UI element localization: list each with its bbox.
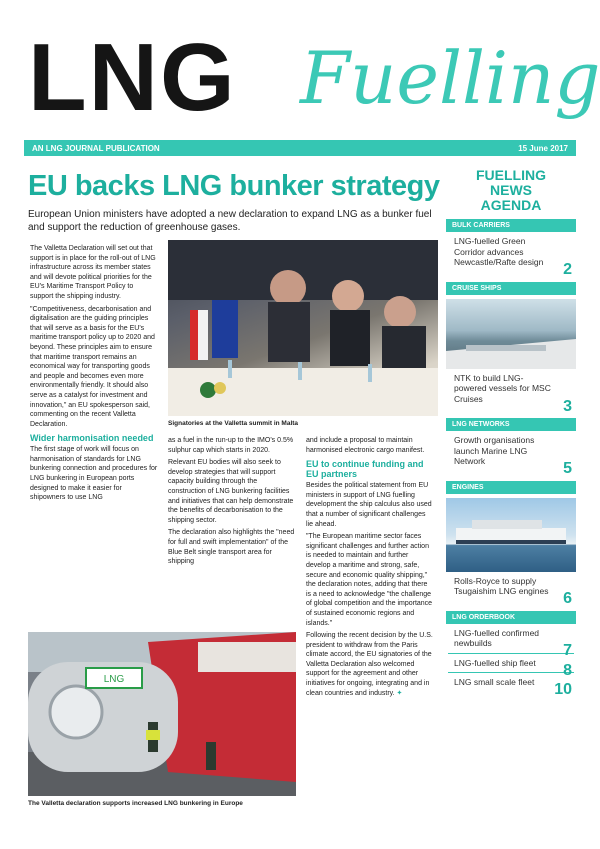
paragraph: Besides the political statement from EU ministers in support of LNG fuelling development the ship calculus also used that a number of significant challenges lie ahead.: [306, 482, 432, 528]
eu-flag: [212, 300, 238, 358]
article-column-1: [30, 244, 158, 506]
paragraph: [306, 631, 434, 698]
agenda-title: [446, 168, 576, 213]
section-bar-engines: ENGINES: [446, 481, 576, 494]
photo-caption: Signatories at the Valletta summit in Malta: [168, 420, 299, 427]
agenda-title-line: FUELLING: [476, 167, 546, 183]
ship-deck: [446, 339, 576, 369]
paragraph: "Competitiveness, decarbonisation and digitalisation are the guiding principles that will serve as a basis for the EU's maritime transport policy up to 2020 and beyond. These principles aim to ensure that maritime transport remains an economical way for transporting goods and people and becomes even more environmentally friendly. It should also serve as a catalyst for investment and innovation," an EU spokesperson said, commenting on the recent Valletta Declaration.: [30, 305, 155, 428]
subheading: EU to continue funding and EU partners: [306, 459, 424, 480]
photo-person: [384, 296, 416, 328]
engines-photo-art: [446, 498, 576, 572]
page-number: 6: [563, 590, 572, 607]
page-number: 3: [563, 397, 572, 415]
page-number: 7: [563, 642, 572, 659]
summit-photo-art: [168, 240, 438, 416]
photo-person: [332, 280, 364, 312]
article-standfirst: European Union ministers have adopted a new declaration to expand LNG as a bunker fuel and support the reduction of greenhouse gases.: [28, 209, 432, 233]
paragraph-text: Following the recent decision by the U.S. president to withdraw from the Paris climate accord, the EU signatories of the Valletta Declaration also welcomed support for the agreement and other initiatives for ongoing, integrating and in clean countries and industry.: [306, 632, 433, 697]
paragraph: Relevant EU bodies will also seek to develop strategies that will support capacity building through the construction of LNG bunkering facilities and initiatives that can help demonstrate the benefits of decarbonisation to the shipping sector.: [168, 459, 294, 524]
bunkering-photo-art: [28, 632, 296, 796]
article-headline: EU backs LNG bunker strategy: [28, 170, 440, 202]
agenda-item[interactable]: [446, 572, 576, 607]
page-number: 2: [563, 261, 572, 278]
photo-person: [270, 270, 306, 306]
photo-glass: [228, 360, 232, 378]
issue-date: 15 June 2017: [518, 144, 568, 153]
section-bar-lng-orderbook: LNG ORDERBOOK: [446, 611, 576, 624]
agenda-item[interactable]: [446, 654, 576, 679]
section-bar-cruise-ships: CRUISE SHIPS: [446, 282, 576, 295]
paragraph: "The European maritime sector faces significant challenges and further action is needed to maintain and further develop a maritime and strong, safe, secure and economic quality shipping," the declaration notes, adding that there is a need to acknowledge "the challenge of global competition and the importance of sustained economic regions and islands.": [306, 533, 433, 627]
agenda-item[interactable]: [446, 673, 576, 698]
end-mark: ✦: [396, 689, 403, 697]
news-agenda-sidebar: [446, 167, 576, 698]
paragraph: The Valletta Declaration will set out that support is in place for the roll-out of LNG infrastructure across its member states and will devote political priorities for the EU's Maritime Transport Policy to support the shipping industry.: [30, 245, 156, 300]
agenda-item[interactable]: [446, 232, 576, 278]
agenda-title-line: NEWS: [490, 182, 532, 198]
paragraph: and include a proposal to maintain harmonised electronic cargo manifest.: [306, 437, 425, 454]
ship-superstructure: [198, 642, 296, 672]
agenda-item-text: LNG-fuelled confirmed newbuilds: [454, 627, 540, 648]
ship-rail: [466, 345, 546, 351]
ferry-hull: [456, 528, 566, 542]
photo-flowers: [200, 382, 216, 398]
article-column-3: [306, 436, 434, 701]
cruise-photo-art: [446, 299, 576, 369]
agenda-item-text: LNG-fuelled Green Corridor advances Newcastle/Rafte design: [454, 236, 544, 267]
ferry-waterline: [456, 540, 566, 544]
photo-person: [268, 302, 310, 362]
malta-flag-white: [198, 310, 208, 360]
agenda-item-text: Growth organisations launch Marine LNG Network: [454, 435, 535, 466]
tanker-end: [50, 686, 102, 738]
section-bar-lng-networks: LNG NETWORKS: [446, 418, 576, 431]
section-bar-bulk-carriers: BULK CARRIERS: [446, 219, 576, 232]
agenda-item[interactable]: [446, 369, 576, 415]
photo-glass: [298, 362, 302, 380]
summit-photo: [168, 240, 438, 416]
article-column-2: [168, 436, 296, 570]
agenda-item-text: Rolls-Royce to supply Tsugaishim LNG engines: [454, 575, 549, 596]
photo-caption: The Valletta declaration supports increased LNG bunkering in Europe: [28, 800, 243, 807]
paragraph: The first stage of work will focus on harmonisation of standards for LNG bunkering connection and procedures for LNG bunkering in European ports designed to make it easier for shipowners to use LNG: [30, 446, 158, 502]
masthead-title: LNG: [28, 24, 237, 131]
subheading: Wider harmonisation needed: [30, 433, 154, 444]
agenda-title-line: AGENDA: [480, 197, 542, 213]
agenda-item-text: LNG small scale fleet: [454, 677, 535, 687]
agenda-item[interactable]: [446, 624, 576, 659]
agenda-item[interactable]: [446, 431, 576, 477]
engines-photo: [446, 498, 576, 572]
page-number: 8: [563, 661, 572, 679]
worker-vest: [146, 730, 160, 740]
tanker-logo-text: LNG: [103, 674, 125, 685]
page-number: 10: [554, 681, 572, 698]
agenda-item-text: LNG-fuelled ship fleet: [454, 657, 536, 668]
masthead-script-title: Fuelling: [300, 36, 600, 120]
page-number: 5: [563, 460, 572, 477]
ferry-deck: [472, 520, 542, 529]
paragraph: as a fuel in the run-up to the IMO's 0.5% sulphur cap which starts in 2020.: [168, 437, 294, 454]
photo-worker: [206, 742, 216, 770]
masthead-strap: [24, 140, 576, 156]
photo-person: [330, 310, 370, 366]
publication-label: AN LNG JOURNAL PUBLICATION: [32, 144, 160, 153]
agenda-item-text: NTK to build LNG-powered vessels for MSC Cruises: [454, 372, 551, 404]
bunkering-photo: [28, 632, 296, 796]
photo-flowers: [214, 382, 226, 394]
paragraph: The declaration also highlights the "need for full and swift implementation" of the Blue Belt single transport area for shipping: [168, 529, 295, 566]
photo-glass: [368, 364, 372, 382]
cruise-photo: [446, 299, 576, 369]
